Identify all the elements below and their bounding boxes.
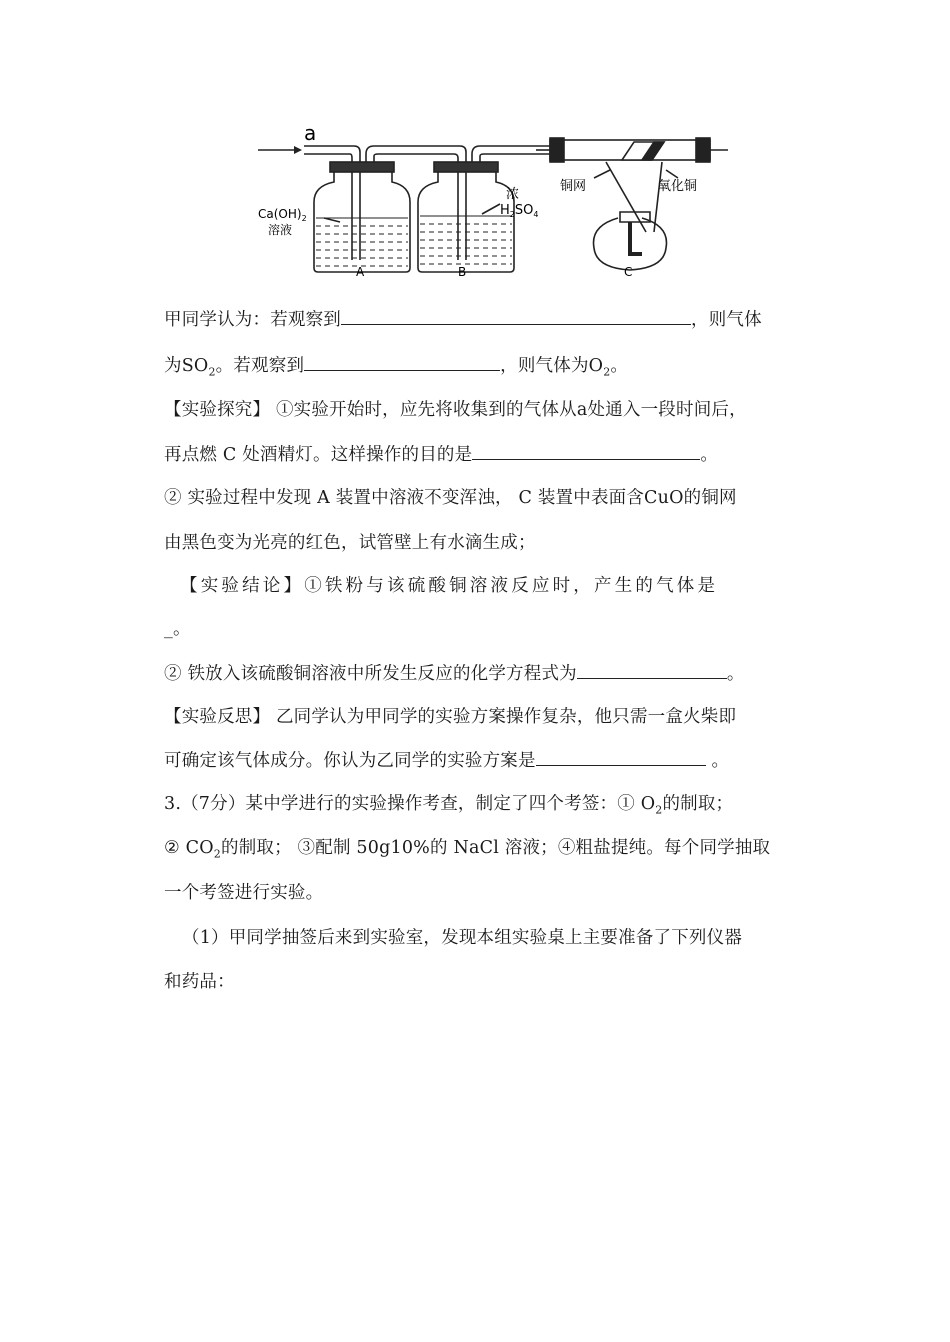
label-c: C bbox=[624, 265, 633, 279]
answer-blank[interactable] bbox=[536, 749, 706, 766]
line-6: 由黑色变为光亮的红色，试管壁上有水滴生成； bbox=[164, 533, 536, 553]
bottle-b-reagent-label: 浓 $H_2SO_4$ bbox=[500, 187, 539, 219]
label-a: A bbox=[356, 265, 365, 279]
line-2: 为$SO_2$。若观察到 ，则气体为$O_2$。 bbox=[164, 356, 629, 379]
line-16: 和药品： bbox=[164, 972, 235, 992]
line-3: 【实验探究】 ①实验开始时，应先将收集到的气体从a处通入一段时间后， bbox=[164, 400, 747, 420]
line-13: ② $CO_2$的制取； ③配制 50g10%的 NaCl 溶液；④粗盐提纯。每个同学抽取 bbox=[164, 838, 771, 861]
line-5: ② 实验过程中发现 A 装置中溶液不变浑浊， C 装置中表面含CuO的铜网 bbox=[164, 488, 737, 508]
line-8: _。 bbox=[164, 619, 191, 639]
apparatus-diagram bbox=[250, 122, 750, 284]
answer-blank[interactable] bbox=[341, 308, 691, 325]
answer-blank[interactable] bbox=[472, 443, 700, 460]
copper-mesh-label: 铜网 bbox=[560, 179, 587, 194]
copper-oxide-label: 氧化铜 bbox=[658, 179, 698, 194]
line-1: 甲同学认为：若观察到 ，则气体 bbox=[164, 310, 762, 330]
bottle-a-reagent-label: $Ca(OH)_2$ 溶液 bbox=[258, 207, 307, 237]
bottle-a bbox=[314, 170, 410, 272]
line-12: 3.（7分）某中学进行的实验操作考查，制定了四个考签：① $O_2$的制取； bbox=[164, 794, 734, 817]
line-4: 再点燃 C 处酒精灯。这样操作的目的是 。 bbox=[164, 445, 719, 465]
inlet-label: a bbox=[304, 122, 317, 145]
answer-blank[interactable] bbox=[304, 354, 500, 371]
line-7: 【实验结论】①铁粉与该硫酸铜溶液反应时，产生的气体是 bbox=[180, 576, 719, 596]
label-b: B bbox=[458, 265, 467, 279]
line-11: 可确定该气体成分。你认为乙同学的实验方案是 。 bbox=[164, 751, 730, 771]
line-10: 【实验反思】 乙同学认为甲同学的实验方案操作复杂，他只需一盒火柴即 bbox=[164, 707, 737, 727]
line-14: 一个考签进行实验。 bbox=[164, 883, 324, 903]
line-15: （1）甲同学抽签后来到实验室，发现本组实验桌上主要准备了下列仪器 bbox=[182, 928, 743, 948]
answer-blank[interactable] bbox=[577, 662, 727, 679]
line-9: ② 铁放入该硫酸铜溶液中所发生反应的化学方程式为 。 bbox=[164, 664, 745, 684]
